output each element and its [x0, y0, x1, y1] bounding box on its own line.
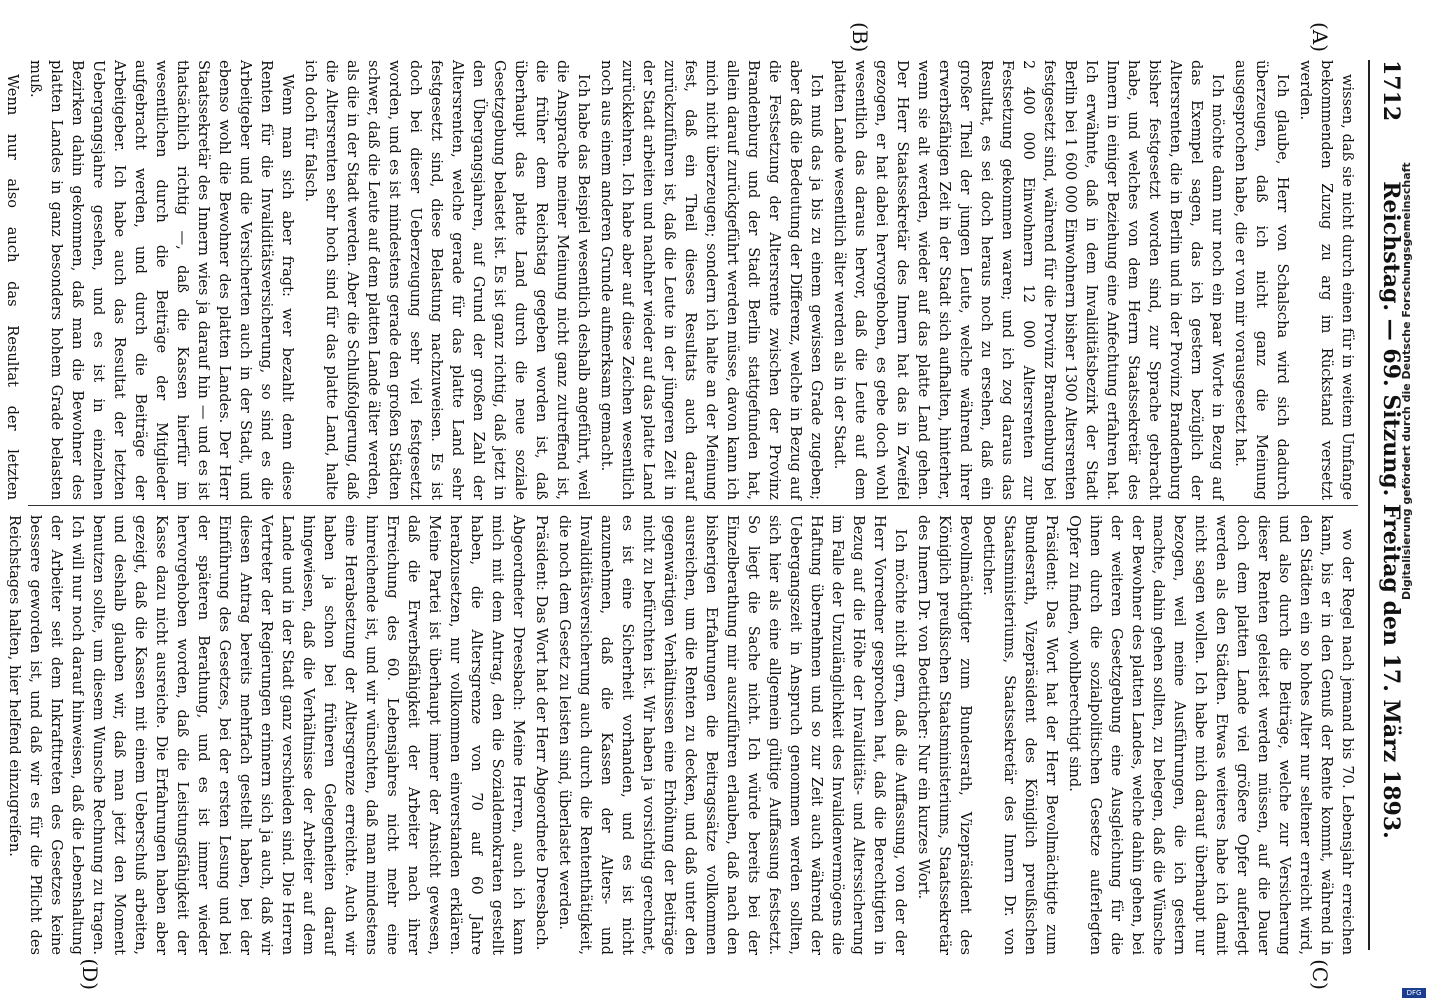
margin-marker-b: (B) [848, 22, 872, 53]
speaker-paragraph: Bevollmächtigter zum Bundesrath, Vizepräsident des Königlich preußischen Staatsministeriums, Staatssekretär des Innern Dr. von Boetticher: Nur ein kurzes Wort. [915, 515, 974, 955]
running-title: Reichstag. — 69. Sitzung. Freitag den 17. März 1893. [1378, 181, 1404, 839]
margin-marker-d: (D) [78, 958, 102, 990]
header-rule [1368, 60, 1370, 950]
digitization-footer: Digitalisierung gefördert durch die Deutsche Forschungsgemeinschaft [1400, 162, 1413, 600]
paragraph: wo der Regel nach jemand bis 70. Lebensjahr erreichen kann, bis er in den Genuß der Rente kommt, während in den Städten ein so hohes Alter nur seltener erreicht wird, und also durch die Beiträge, welche zur Versicherung dieser Renten geleistet werden müssen, auf die Dauer doch dem platten Lande viel größere Opfer auferlegt werden als den Städten. Etwas weiteres habe ich damit nicht sagen wollen. Ich habe mich darauf überhaupt nur bezogen, weil meine Ausführungen, die ich gestern machte, dahin gehen sollten, zu belegen, daß die Wünsche der Bewohner des platten Landes, welche dahin gehen, bei der weiteren Gesetzgebung eine Ausgleichung für die ihnen durch die sozialpolitischen Gesetze auferlegten Opfer zu finden, wohlberechtigt sind. [1066, 515, 1356, 955]
paragraph: Wenn nur also auch das Resultat der letzten [4, 74, 21, 500]
speaker-paragraph: Abgeordneter Dreesbach: Meine Herren, auch ich kann mich mit dem Antrag, den die Sozialdemokraten gestellt haben, die Altersgrenze von 70 auf 60 Jahre herabzusetzen, nur vollkommen einverstanden erklären. Meine Partei ist überhaupt immer der Ansicht gewesen, daß die Erwerbsfähigkeit der Arbeiter nach ihrer Erreichung des 60. Lebensjahres nicht mehr eine hinreichende ist, und wir wünschten, daß man mindestens eine Herabsetzung der Altersgrenze erreichte. Auch wir haben ja schon bei früheren Gelegenheiten darauf hingewiesen, daß die Verhältnisse der Arbeiter auf dem Lande und in der Stadt ganz verschieden sind. Die Herren Vertreter der Regierungen erinnern sich ja auch, daß wir diesen Antrag bereits mehrfach gestellt haben, bei der Einführung des Gesetzes, bei der ersten Lesung und bei der späteren Berathung, und es ist immer wieder hervorgehoben worden, daß die Leistungsfähigkeit der Kasse dazu nicht ausreiche. Die Erfahrungen haben aber gezeigt, daß die Kassen mit einem Ueberschuß arbeiten, und deshalb glauben wir, daß man jetzt den Moment benutzen sollte, um diesem Wunsche Rechnung zu tragen. Ich will nur noch darauf hinweisen, daß die Lebenshaltung der Arbeiter seit dem Inkrafttreten des Gesetzes keine bessere geworden ist, und daß wir es für die Pflicht des Reichstages halten, hier helfend einzugreifen. [6, 515, 527, 955]
paragraph: Ich möchte nicht gern, daß die Auffassung, von der der Herr Vorredner gesprochen hat, daß die Berechtigten in Bezug auf die Höhe der Invaliditäts- und Alterssicherung im Falle der Unzulänglichkeit des Invalidenvermögens die Haftung übernehmen und so zur Zeit auch während der Uebergangszeit in Anspruch genommen werden sollten, sich hier als eine allgemein gültige Auffassung festsetzt. So liegt die Sache nicht. Ich würde bereits bei der Einzelberathung mir auszuführen erlauben, daß nach den bisherigen Erfahrungen die Beitragssätze vollkommen ausreichen, um die Renten zu decken, und daß unter den gegenwärtigen Verhältnissen eine Erhöhung der Beiträge nicht zu befürchten ist. Wir haben ja vorsichtig gerechnet, es ist eine Sicherheit vorhanden, und es ist nicht anzunehmen, daß die Kassen der Alters- und Invaliditätsversicherung auch durch die Rententhätigkeit, die noch dem Gesetz zu leisten sind, überlastet werden. [556, 515, 909, 955]
paragraph: Ich möchte dann nur noch ein paar Worte in Bezug auf das Exempel sagen, das ich gestern bezüglich der Altersrenten, die in Berlin und in der Provinz Brandenburg bisher festgesetzt worden sind, zur Sprache gebracht habe, und welches von dem Herrn Staatssekretär des Innern in einiger Beziehung eine Anfechtung erfahren hat. Ich erwähnte, daß in dem Invaliditätsbezirk der Stadt Berlin bei 1 600 000 Einwohnern bisher 1300 Altersrenten festgesetzt sind, während für die Provinz Brandenburg bei 2 400 000 Einwohnern 12 000 Altersrenten zur Festsetzung gekommen waren; und ich zog daraus das Resultat, es sei doch heraus noch zu ersehen, daß ein großer Theil der jungen Leute, welche während ihrer erwerbsfähigen Zeit in der Stadt sich aufhalten, hinterher, wenn sie alt werden, wieder auf das platte Land gehen. Der Herr Staatssekretär des Innern hat das in Zweifel gezogen, er hat dabei hervorgehoben, es gebe doch wohl wesentlich das daraus hervor, daß die Leute auf dem platten Lande wesentlich älter werden als in der Stadt. [831, 60, 1226, 500]
paragraph: Ich glaube, Herr von Schalscha wird sich dadurch überzeugen, daß ich nicht ganz die Meinung ausgesprochen habe, die er von mir vorausgesetzt hat. [1232, 60, 1291, 500]
paragraph: wissen, daß sie nicht durch einen für in weitem Umfange bekommenden Zuzug zu arg im Rückstand versetzt werden. [1297, 60, 1356, 500]
speaker-paragraph: Präsident: Das Wort hat der Herr Abgeordnete Dreesbach. [533, 515, 550, 951]
margin-marker-c: (C) [1308, 959, 1332, 990]
dfg-logo: DFG [1402, 988, 1426, 998]
paragraph [0, 515, 2, 955]
column-divider [28, 505, 1358, 506]
paragraph: Wenn man sich aber fragt: wer bezahlt denn diese Renten für die Invaliditätsversicherung, so sind es die Arbeitgeber und die Versicherten auch in der Stadt, und ebenso wohl die Bewohner des platten Landes. Der Herr Staatssekretär des Innern wies ja darauf hin — und es ist thatsächlich richtig —, daß die Kassen hierfür im wesentlichen durch die Beiträge der Mitglieder aufgebracht werden, und durch die Beiträge der Arbeitgeber. Ich habe auch das Resultat der letzten Uebergangsjahre gesehen, und es ist in einzelnen Bezirken dahin gekommen, daß man die Bewohner des platten Landes in ganz besonders hohem Grade belasten muß. [27, 60, 296, 500]
paragraph: Ich muß das ja bis zu einem gewissen Grade zugeben; aber daß die Bedeutung der Differenz, welche in Bezug auf die Festsetzung der Altersrente zwischen der Provinz Brandenburg und der Stadt Berlin stattgefunden hat, allein darauf zurückgeführt werden müsse, davon kann ich mich nicht überzeugen; sondern ich halte an der Meinung fest, daß ein Theil dieses Resultats auch darauf zurückzuführen ist, daß die Leute in der jüngeren Zeit in der Stadt arbeiten und nachher wieder auf das platte Land zurückkehren. Ich habe aber auf diese Zeichen wesentlich noch aus einem anderen Grunde aufmerksam gemacht. [598, 60, 825, 500]
paragraph: Ich habe das Beispiel wesentlich deshalb angeführt, weil die Ansprache meiner Meinung nicht ganz zutreffend ist, die früher dem Reichstag gegeben worden ist, daß überhaupt das platte Land durch die neue soziale Gesetzgebung belastet ist. Es ist ganz richtig, daß jetzt in den Übergangsjahren, auf Grund der großen Zahl der Altersrenten, welche gerade für das platte Land sehr festgesetzt sind, diese Belastung nachzuweisen. Es ist doch bei dieser Ueberzeugung sehr viel festgesetzt worden, und es ist mindestens gerade den großen Städten schwer, daß die Leute auf dem platten Lande älter werden, als die in der Stadt werden. Aber die Schlußfolgerung, daß die Altersrenten sehr hoch sind für das platte Land, halte ich doch für falsch. [302, 60, 592, 500]
margin-marker-a: (A) [1308, 22, 1332, 53]
left-text-column [4, 60, 1358, 500]
page-number: 1712 [1378, 60, 1404, 122]
speaker-paragraph: Präsident: Das Wort hat der Herr Bevollmächtigte zum Bundesrath, Vizepräsident des Königlich preußischen Staatsministeriums, Staatssekretär des Innern Dr. von Boetticher. [980, 515, 1060, 955]
right-text-column [6, 515, 1358, 955]
